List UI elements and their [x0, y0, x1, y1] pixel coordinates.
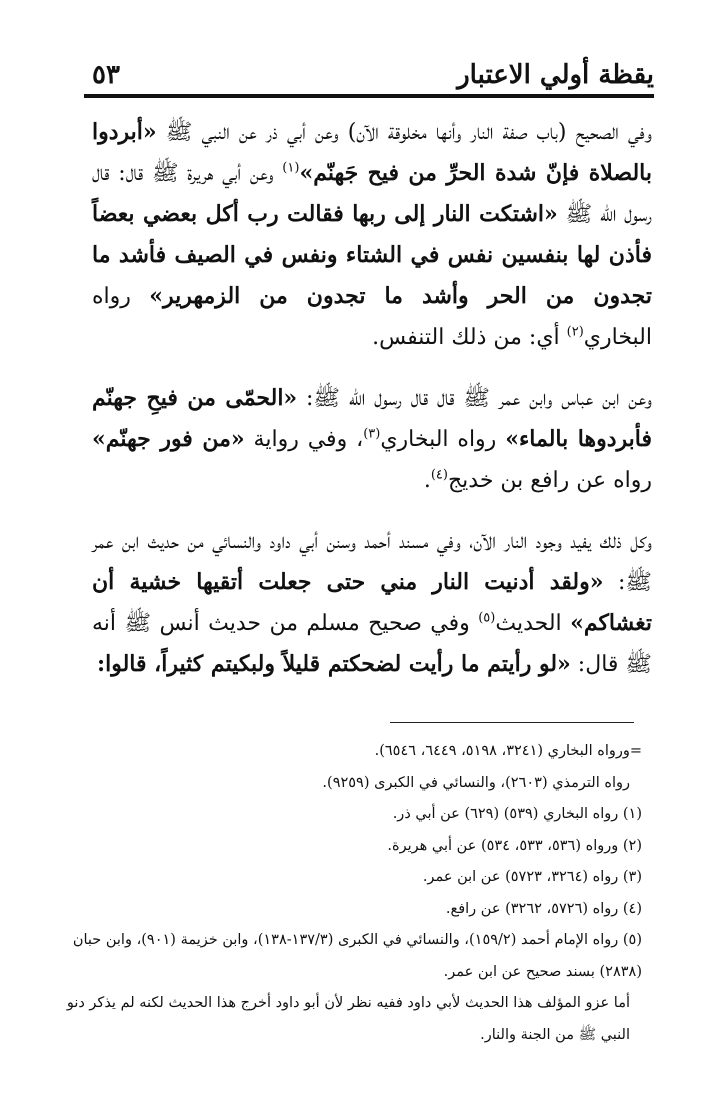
- text: وعن ابن عباس وابن عمر ﷺ قال قال رسول الله ﷺ:: [297, 386, 652, 411]
- hadith-quote: «ولقد أدنيت النار مني حتى جعلت أتقيها خشية أن تغشاكم»: [92, 569, 652, 636]
- footnote-ref: (٣): [363, 426, 381, 442]
- text: الحديث: [495, 611, 571, 636]
- hadith-quote: «من فور جهنّم»: [92, 426, 245, 452]
- hadith-quote: «أبردوا بالصلاة فإنّ شدة الحرِّ من فيح جَهنّم»: [92, 119, 652, 186]
- footnote-line: أما عزو المؤلف هذا الحديث لأبي داود ففيه نظر لأن أبو داود أخرج هذا الحديث لكنه لم يذكر دنو النبي ﷺ من الجنة والنار.: [66, 995, 630, 1043]
- text: .: [423, 468, 431, 493]
- footnote-line: (٢) ورواه (٥٣٦، ٥٣٣، ٥٣٤) عن أبي هريرة.: [387, 837, 642, 854]
- footnote-ref: (١): [282, 160, 300, 176]
- footnotes: [62, 736, 642, 1051]
- hadith-quote: «لو رأيتم ما رأيت لضحكتم قليلاً ولبكيتم كثيراً، قالوا:: [96, 651, 571, 677]
- paragraph-1: [92, 112, 652, 358]
- footnote-line: (٣) رواه (٣٢٦٤، ٥٧٢٣) عن ابن عمر.: [422, 869, 642, 885]
- footnote-ref: (٤): [430, 467, 448, 483]
- header-rule: [84, 94, 654, 98]
- footnote-line: رواه الترمذي (٢٦٠٣)، والنسائي في الكبرى (٩٢٥٩).: [322, 774, 630, 791]
- text: وكل ذلك يفيد وجود النار الآن، وفي مسند أحمد وسنن أبي داود والنسائي من حديث ابن عمر ﷺ:: [92, 529, 653, 595]
- footnote-ref: (٢): [566, 324, 584, 340]
- text: رواه البخاري: [92, 284, 652, 350]
- text: وعن أبي هريرة ﷺ قال: قال رسول الله ﷺ: [92, 161, 653, 227]
- text: أي: من ذلك التنفس.: [372, 325, 567, 350]
- footnote-line: (٤) رواه (٥٧٢٦، ٣٢٦٢) عن رافع.: [445, 900, 642, 917]
- text: رواه البخاري: [380, 427, 506, 452]
- hadith-quote: «الحمّى من فيحِ جهنّم فأبردوها بالماء»: [92, 385, 652, 452]
- hadith-quote: «اشتكت النار إلى ربها فقالت رب أكل بعضي بعضاً فأذن لها بنفسين نفس في الشتاء ونفس في الصيف فأشد ما تجدون من الحر وأشد ما تجدون من الزمهرير»: [92, 201, 652, 309]
- main-text: [92, 112, 652, 705]
- footnote-line: (١) رواه البخاري (٥٣٩) (٦٢٩) عن أبي ذر.: [392, 806, 642, 822]
- running-title: يقظة أولي الاعتبار: [457, 60, 654, 90]
- text: وفي الصحيح (باب صفة النار وأنها مخلوقة الآن) وعن أبي ذر عن النبي ﷺ: [156, 120, 652, 145]
- text: ، وفي رواية: [244, 427, 364, 452]
- text: وفي صحيح مسلم من حديث أنس ﷺ أنه ﷺ قال:: [92, 611, 652, 677]
- footnote-separator: [390, 722, 634, 723]
- footnote-line: =ورواه البخاري (٣٢٤١، ٥١٩٨، ٦٤٤٩، ٦٥٤٦).: [374, 743, 642, 759]
- paragraph-2: [92, 378, 652, 501]
- footnote-line: (٥) رواه الإمام أحمد (١٥٩/٢)، والنسائي في الكبرى (١٣٧/٣-١٣٨)، وابن خزيمة (٩٠١)، وابن حبان (٢٨٣٨) بسند صحيح عن ابن عمر.: [72, 932, 642, 980]
- paragraph-3: [92, 521, 652, 685]
- footnote-ref: (٥): [478, 610, 496, 626]
- text: رواه عن رافع بن خديج: [447, 468, 652, 493]
- page-number: ٥٣: [92, 60, 120, 90]
- running-header: [84, 58, 654, 98]
